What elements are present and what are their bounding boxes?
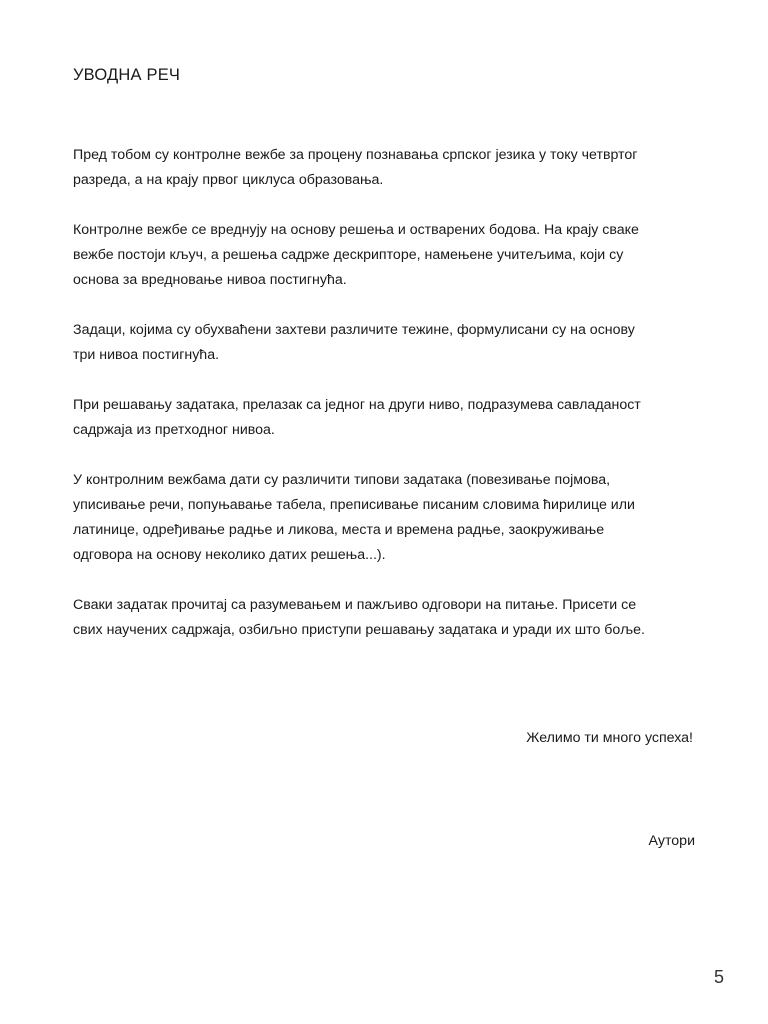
paragraph-5 xyxy=(73,468,703,568)
paragraph-line: три нивоа постигнућа. xyxy=(73,347,220,363)
paragraph-3 xyxy=(73,318,703,368)
paragraph-line: Контролне вежбе се вреднују на основу решења и остварених бодова. На крају сваке xyxy=(73,222,639,238)
paragraph-6 xyxy=(73,593,703,643)
paragraph-line: основа за вредновање нивоа постигнућа. xyxy=(73,272,347,288)
authors-signature: Аутори xyxy=(648,833,695,849)
intro-body xyxy=(73,143,703,668)
paragraph-line: вежбе постоји кључ, а решења садрже дескрипторе, намењене учитељима, који су xyxy=(73,247,624,263)
paragraph-line: садржаја из претходног нивоа. xyxy=(73,422,275,438)
paragraph-1 xyxy=(73,143,703,193)
page-number: 5 xyxy=(713,967,724,987)
paragraph-line: свих научених садржаја, озбиљно приступи решавању задатака и уради их што боље. xyxy=(73,622,645,638)
paragraph-line: одговора на основу неколико датих решења...). xyxy=(73,547,386,563)
paragraph-line: Задаци, којима су обухваћени захтеви различите тежине, формулисани су на основу xyxy=(73,322,635,338)
page-title: УВОДНА РЕЧ xyxy=(73,66,181,84)
paragraph-line: уписивање речи, попуњавање табела, преписивање писаним словима ћирилице или xyxy=(73,497,635,513)
paragraph-2 xyxy=(73,218,703,293)
paragraph-line: У контролним вежбама дати су различити типови задатака (повезивање појмова, xyxy=(73,472,611,488)
paragraph-line: Сваки задатак прочитај са разумевањем и пажљиво одговори на питање. Присети се xyxy=(73,597,637,613)
paragraph-line: Пред тобом су контролне вежбе за процену познавања српског језика у току четвртог xyxy=(73,147,638,163)
closing-wish: Желимо ти много успеха! xyxy=(526,730,693,746)
paragraph-line: разреда, а на крају првог циклуса образовања. xyxy=(73,172,384,188)
paragraph-line: латинице, одређивање радње и ликова, места и времена радње, заокруживање xyxy=(73,522,605,538)
paragraph-line: При решавању задатака, прелазак са једног на други ниво, подразумева савладаност xyxy=(73,397,641,413)
paragraph-4 xyxy=(73,393,703,443)
